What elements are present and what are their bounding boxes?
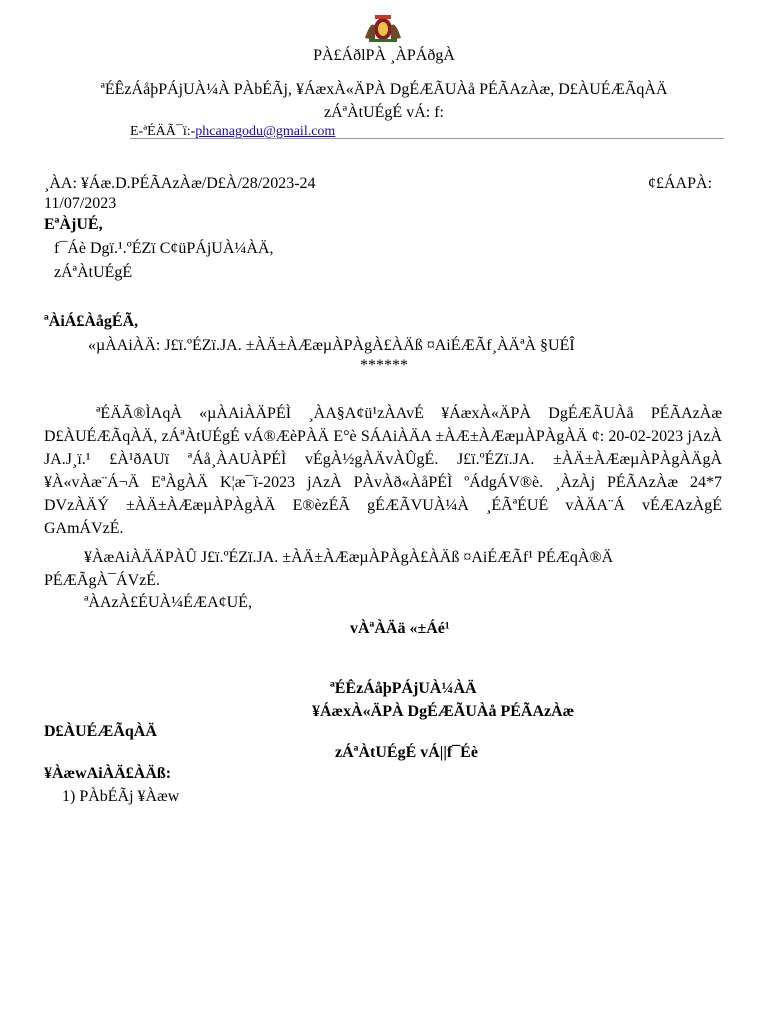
designation-line: ªÉÊzÁåþPÁjUÀ¼À PÀbÉÃj, ¥ÁæxÀ«ÄPÀ DgÉÆÃUÀå PÉÃAzÀæ, D£ÀUÉÆÃqÀÄ bbox=[100, 81, 668, 98]
signature-left-name: D£ÀUÉÆÃqÀÄ bbox=[44, 723, 157, 740]
signature-line-1: ªÉÊzÁåþPÁjUÀ¼ÀÄ bbox=[330, 680, 477, 697]
recipient-line1: f¯Áè Dgï.¹.ºÉZï C¢üPÁjUÀ¼ÀÄ, bbox=[54, 240, 274, 257]
signature-line-2: ¥ÁæxÀ«ÄPÀ DgÉÆÃUÀå PÉÃAzÀæ bbox=[312, 703, 575, 720]
copy-item-1: 1) PÀbÉÃj ¥Àæw bbox=[62, 788, 180, 805]
email-link[interactable]: phcanagodu@gmail.com bbox=[195, 124, 336, 139]
office-name: PÀ£ÁðlPÀ ¸ÀPÁðgÀ bbox=[313, 47, 455, 64]
email-label: E-ªÉÄÃ¯ï:- bbox=[130, 124, 196, 139]
body-paragraph-3: ªÀAzÀ£ÉUÀ¼ÉÆA¢UÉ, bbox=[84, 594, 252, 611]
separator: ****** bbox=[360, 357, 408, 374]
body-paragraph-2: ¥ÀæAiÀÄÄPÀÛ J£ï.ºÉZï.JA. ±ÀÄ±ÀÆæµÀPÀgÀ£ÀÄß ¤AiÉÆÃf¹ PÉÆqÀ®Ä PÉÆÃgÀ¯ÁVzÉ. bbox=[44, 549, 614, 589]
closing: vÀªÀÄä «±Áé¹ bbox=[350, 620, 450, 637]
place-line: zÁªÀtUÉgÉ vÁ: f: bbox=[324, 104, 444, 121]
recipient-to: EªÀjUÉ, bbox=[44, 216, 103, 233]
copy-heading: ¥ÀæwAiÀÄ£ÀÄß: bbox=[44, 765, 172, 782]
date-value: 11/07/2023 bbox=[44, 195, 117, 212]
date-label: ¢£ÁAPÀ: bbox=[648, 175, 713, 192]
recipient-line2: zÁªÀtUÉgÉ bbox=[54, 264, 133, 281]
salutation: ªÀiÁ£ÀågÉÃ, bbox=[44, 313, 139, 330]
header-divider bbox=[130, 138, 724, 139]
state-emblem-icon bbox=[361, 12, 405, 44]
signature-line-3: zÁªÀtUÉgÉ vÁ||f¯Éè bbox=[335, 744, 478, 761]
body-paragraph-1: ªÉÄÃ®ÌAqÀ «µÀAiÀÄPÉÌ ¸ÀA§A¢ü¹zÀAvÉ ¥ÁæxÀ«ÄPÀ DgÉÆÃUÀå PÉÃAzÀæ D£ÀUÉÆÃqÀÄ, zÁªÀtUÉgÉ vÁ®ÆèPÀÄ E°è SÁAiÀÄA ±ÀÆ±ÀÆæµÀPÀgÀÄ ¢: 20-02-2023 jAzÀ JA.J¸ï.¹ £À¹ðAUï ªÁå¸ÀAUÀPÉÌ vÉgÀ½gÀÄvÀÛgÉ. J£ï.ºÉZï.JA. ±ÀÄ±ÀÆæµÀPÀgÀÄgÀ ¥À«vÀæ¨Á¬Ä EªÀgÀÄ K¦æ¯ï-2023 jAzÀ PÀvÀð«ÀåPÉÌ ºÁdgÁV®è. ¸ÀzÀj PÉÃAzÀæ 24*7 DVzÀÄÝ ±ÀÄ±ÀÆæµÀPÀgÀÄ E®èzÉÃ gÉÆÃVUÀ¼À ¸ÉÃªÉUÉ vÀÄA¨Á vÉÆAzÀgÉ GAmÁVzÉ. bbox=[44, 405, 722, 537]
reference-number: ¸ÀA: ¥Áæ.D.PÉÃAzÀæ/D£À/28/2023-24 bbox=[44, 175, 316, 192]
subject-line: «µÀAiÀÄ: J£ï.ºÉZï.JA. ±ÀÄ±ÀÆæµÀPÀgÀ£ÀÄß ¤AiÉÆÃf¸ÀÄªÀ §UÉÎ bbox=[88, 337, 575, 354]
